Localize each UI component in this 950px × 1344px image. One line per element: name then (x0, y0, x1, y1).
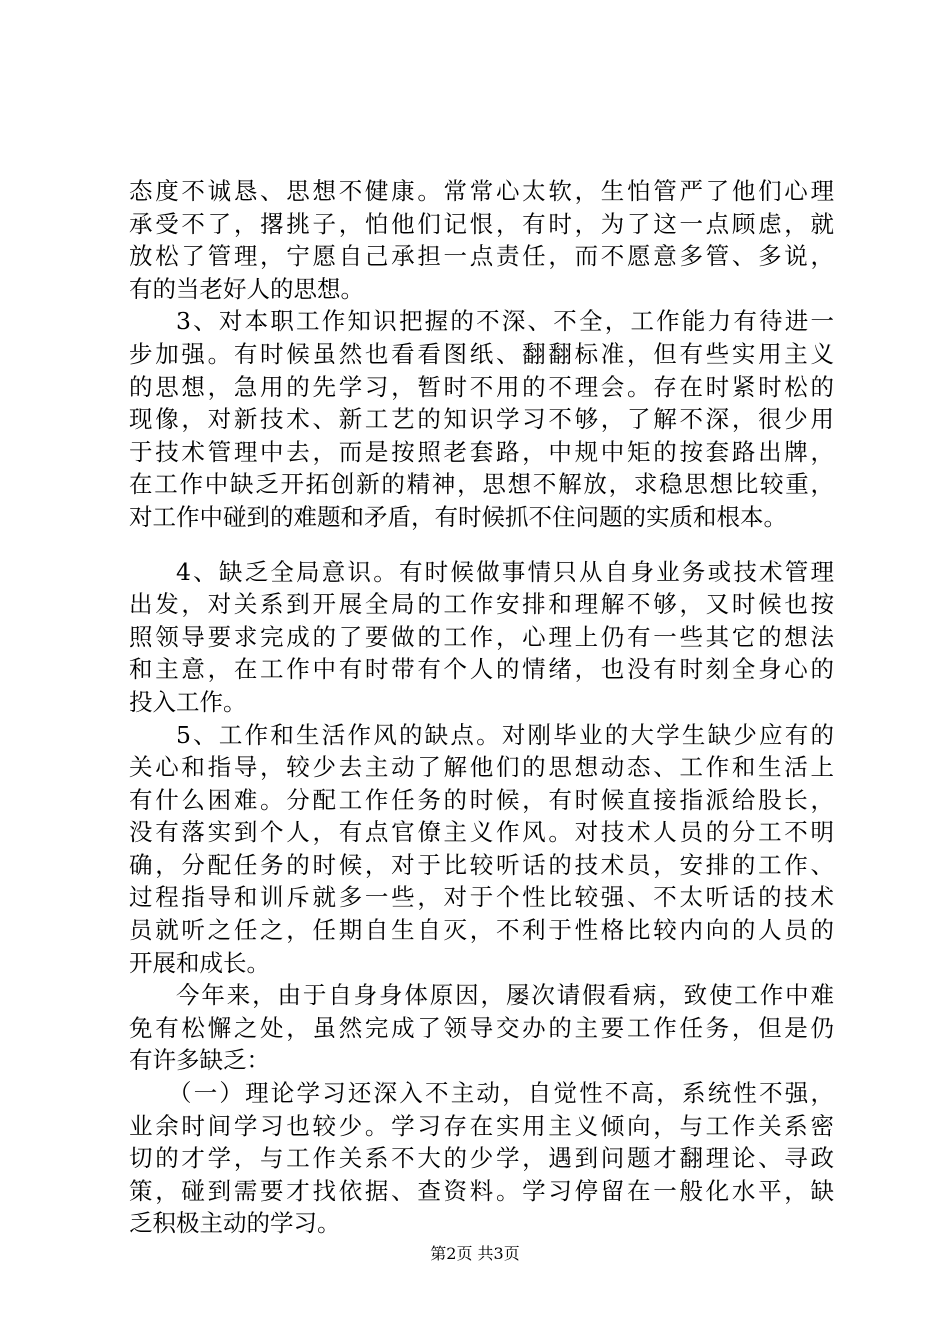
text-line: 承受不了，撂挑子，怕他们记恨，有时，为了这一点顾虑，就 (129, 209, 834, 238)
text-line: 有什么困难。分配工作任务的时候，有时候直接指派给股长， (129, 785, 834, 814)
paragraph-gap (129, 534, 834, 556)
text-line: 策，碰到需要才找依据、查资料。学习停留在一般化水平，缺 (129, 1176, 834, 1205)
paragraph-4-start: 4、缺乏全局意识。有时候做事情只从自身业务或技术管理 (176, 557, 834, 586)
text-line: 照领导要求完成的了要做的工作，心理上仍有一些其它的想法 (129, 622, 834, 651)
text-line: 有的当老好人的思想。 (129, 274, 364, 303)
text-line: 在工作中缺乏开拓创新的精神，思想不解放，求稳思想比较重， (129, 470, 834, 499)
text-line: 和主意，在工作中有时带有个人的情绪，也没有时刻全身心的 (129, 655, 834, 684)
text-line: 没有落实到个人，有点官僚主义作风。对技术人员的分工不明 (129, 818, 834, 847)
text-line: 态度不诚恳、思想不健康。常常心太软，生怕管严了他们心理 (129, 177, 834, 205)
text-line: 现像，对新技术、新工艺的知识学习不够，了解不深，很少用 (129, 405, 834, 434)
paragraph-5-start: 5、工作和生活作风的缺点。对刚毕业的大学生缺少应有的 (176, 720, 834, 749)
text-line: 有许多缺乏： (129, 1046, 270, 1075)
page-number-footer: 第2页 共3页 (430, 1244, 520, 1263)
text-line: 关心和指导，较少去主动了解他们的思想动态、工作和生活上 (129, 753, 834, 782)
text-line: 业余时间学习也较少。学习存在实用主义倾向，与工作关系密 (129, 1111, 834, 1140)
text-line: 步加强。有时候虽然也看看图纸、翻翻标准，但有些实用主义 (129, 339, 834, 368)
text-line: 开展和成长。 (129, 948, 270, 977)
text-line: 确，分配任务的时候，对于比较听话的技术员，安排的工作、 (129, 850, 834, 879)
text-line: 免有松懈之处，虽然完成了领导交办的主要工作任务，但是仍 (129, 1013, 834, 1042)
text-line: 乏积极主动的学习。 (129, 1209, 341, 1238)
text-line: 出发，对关系到开展全局的工作安排和理解不够，又时候也按 (129, 590, 834, 619)
document-body (129, 175, 834, 1240)
text-line: 切的才学，与工作关系不大的少学，遇到问题才翻理论、寻政 (129, 1144, 834, 1173)
item-1-start: （一）理论学习还深入不主动，自觉性不高，系统性不强， (168, 1079, 834, 1108)
paragraph-this-year-start: 今年来，由于自身身体原因，屡次请假看病，致使工作中难 (176, 981, 834, 1010)
text-line: 投入工作。 (129, 687, 247, 716)
text-line: 于技术管理中去，而是按照老套路，中规中矩的按套路出牌， (129, 437, 834, 466)
text-line: 过程指导和训斥就多一些，对于个性比较强、不太听话的技术 (129, 883, 834, 912)
text-line: 放松了管理，宁愿自己承担一点责任，而不愿意多管、多说， (129, 242, 834, 271)
text-line: 员就听之任之，任期自生自灭，不利于性格比较内向的人员的 (129, 916, 834, 945)
text-line: 对工作中碰到的难题和矛盾，有时候抓不住问题的实质和根本。 (129, 502, 787, 531)
paragraph-3-start: 3、对本职工作知识把握的不深、不全，工作能力有待进一 (176, 307, 834, 336)
text-line: 的思想，急用的先学习，暂时不用的不理会。存在时紧时松的 (129, 372, 834, 401)
